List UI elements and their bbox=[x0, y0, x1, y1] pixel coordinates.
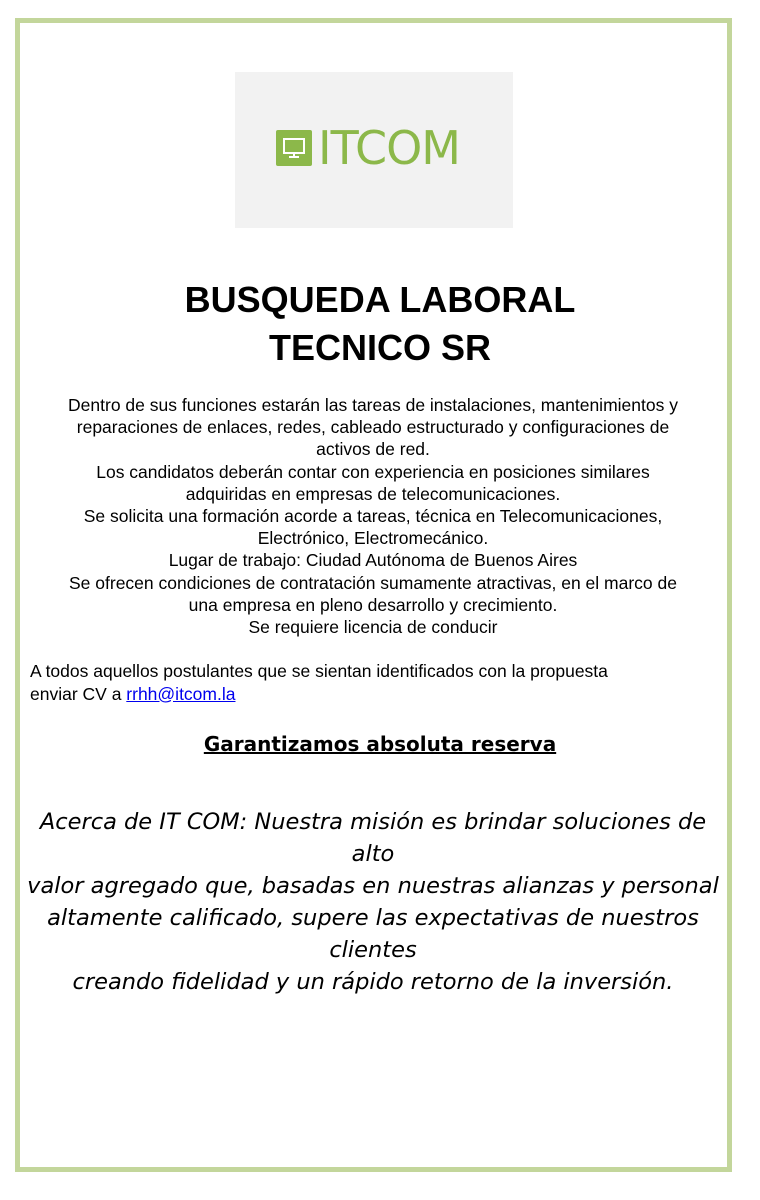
page-title: BUSQUEDA LABORAL bbox=[184, 279, 576, 320]
description-line: Electrónico, Electromecánico. bbox=[257, 528, 489, 549]
about-line: altamente calificado, supere las expectativas de nuestros clientes bbox=[47, 905, 699, 963]
description-line: adquiridas en empresas de telecomunicaciones. bbox=[185, 483, 561, 504]
description-line: Se requiere licencia de conducir bbox=[248, 617, 498, 638]
description-line: activos de red. bbox=[316, 439, 430, 460]
apply-instructions bbox=[30, 660, 710, 705]
logo-text: ITCOM bbox=[318, 121, 460, 175]
monitor-icon bbox=[276, 130, 312, 166]
description-line: reparaciones de enlaces, redes, cableado estructurado y configuraciones de bbox=[76, 417, 670, 438]
about-line: valor agregado que, basadas en nuestras alianzas y personal bbox=[27, 873, 719, 899]
about-company bbox=[20, 806, 726, 998]
description-line: Lugar de trabajo: Ciudad Autónoma de Buenos Aires bbox=[168, 550, 578, 571]
description-line: una empresa en pleno desarrollo y crecimiento. bbox=[188, 594, 558, 615]
apply-line: A todos aquellos postulantes que se sientan identificados con la propuesta bbox=[30, 661, 608, 681]
description-line: Dentro de sus funciones estarán las tareas de instalaciones, mantenimientos y bbox=[68, 395, 678, 415]
about-line: Acerca de IT COM: Nuestra misión es brindar soluciones de alto bbox=[39, 809, 707, 867]
description-line: Se ofrecen condiciones de contratación sumamente atractivas, en el marco de bbox=[69, 572, 677, 593]
job-title: TECNICO SR bbox=[268, 327, 491, 368]
apply-prefix: enviar CV a bbox=[30, 683, 127, 704]
job-description bbox=[20, 394, 726, 638]
about-line: creando fidelidad y un rápido retorno de la inversión. bbox=[72, 969, 674, 995]
company-logo bbox=[235, 72, 513, 228]
email-link[interactable]: rrhh@itcom.la bbox=[126, 683, 236, 704]
description-line: Se solicita una formación acorde a tareas, técnica en Telecomunicaciones, bbox=[83, 506, 663, 527]
reserve-statement: Garantizamos absoluta reserva bbox=[203, 732, 557, 756]
description-line: Los candidatos deberán contar con experiencia en posiciones similares bbox=[96, 461, 650, 482]
